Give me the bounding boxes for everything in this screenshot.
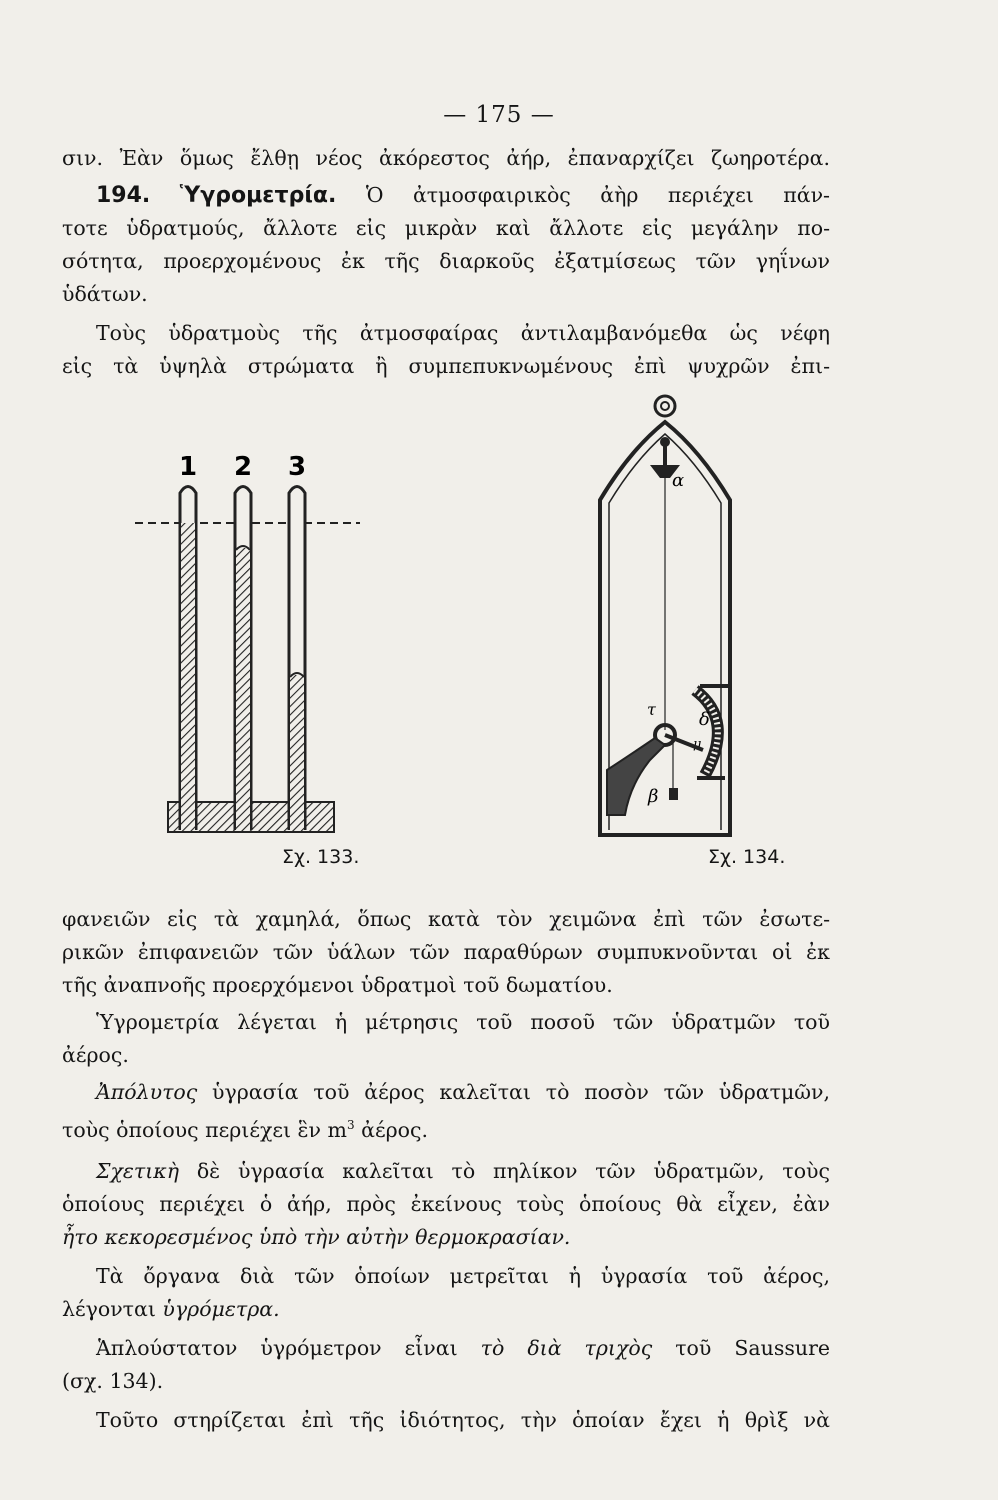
figure-134-hygrometer — [585, 390, 745, 842]
text-line: σιν. Ἐὰν ὅμως ἔλθῃ νέος ἀκόρεστος ἀήρ, ἐπαναρχίζει ζωηροτέρα. — [62, 146, 830, 170]
tension-weight — [669, 788, 678, 800]
section-number: 194. — [96, 183, 151, 208]
label-delta: δ — [699, 709, 710, 730]
label-beta: β — [648, 786, 659, 807]
text-fragment: τοὺς ὁποίους περιέχει ἓν m — [62, 1117, 347, 1142]
text-line: τῆς ἀναπνοῆς προερχόμενοι ὑδρατμοὶ τοῦ δωματίου. — [62, 973, 613, 997]
term-hygrometers: ὑγρόμετρα. — [162, 1296, 280, 1321]
text-fragment: ὑγρασία τοῦ ἀέρος καλεῖται τὸ ποσὸν τῶν ὑδρατμῶν, — [197, 1080, 830, 1104]
text-fragment: δὲ ὑγρασία καλεῖται τὸ πηλίκον τῶν ὑδρατμῶν, τοὺς — [179, 1158, 830, 1183]
tube-1-mercury — [181, 523, 195, 830]
figure-133-caption: Σχ. 133. — [282, 846, 360, 868]
text-line: Ὑγρομετρία λέγεται ἡ μέτρησις τοῦ ποσοῦ τῶν ὑδρατμῶν τοῦ — [96, 1010, 830, 1034]
section-heading-line — [62, 179, 830, 212]
hanging-ring — [655, 396, 675, 416]
text-line: ὁποίους περιέχει ὁ ἀήρ, πρὸς ἐκείνους τοὺς ὁποίους θὰ εἶχεν, ἐὰν — [62, 1191, 830, 1216]
label-mu: μ — [693, 737, 702, 752]
text-line — [62, 1076, 830, 1109]
tube-2-mercury — [236, 548, 250, 830]
text-fragment: τοῦ Saussure — [652, 1335, 830, 1360]
text-line: φανειῶν εἰς τὰ χαμηλά, ὅπως κατὰ τὸν χειμῶνα ἐπὶ τῶν ἐσωτε- — [62, 907, 830, 931]
text-fragment: λέγονται — [62, 1296, 163, 1321]
text-line: ὑδάτων. — [62, 282, 148, 306]
text-fragment: ἀέρος. — [354, 1117, 428, 1142]
dial-scale — [695, 690, 718, 775]
tube-label-1: 1 — [178, 452, 198, 482]
text-line — [62, 1155, 830, 1188]
tube-label-2: 2 — [233, 452, 253, 482]
figure-133-tubes — [130, 450, 370, 840]
tube-3-mercury — [290, 675, 304, 830]
term-absolute: Ἀπόλυτος — [96, 1080, 198, 1104]
section-title: Ὑγρομετρία. — [179, 183, 337, 208]
top-text — [62, 142, 830, 383]
label-tau: τ — [647, 700, 656, 719]
text-line: Τοῦτο στηρίζεται ἐπὶ τῆς ἰδιότητος, τὴν ὁποίαν ἔχει ἡ θρὶξ νὰ — [96, 1407, 830, 1432]
text-line: ρικῶν ἐπιφανειῶν τῶν ὑάλων τῶν παραθύρων συμπυκνοῦνται οἱ ἐκ — [62, 940, 830, 964]
text-line: Τὰ ὄργανα διὰ τῶν ὁποίων μετρεῖται ἡ ὑγρασία τοῦ ἀέρος, — [96, 1263, 830, 1288]
text-fragment: Ἁπλούστατον ὑγρόμετρον εἶναι — [96, 1335, 481, 1360]
page-number: — 175 — — [443, 102, 555, 128]
text-line: Τοὺς ὑδρατμοὺς τῆς ἀτμοσφαίρας ἀντιλαμβανόμεθα ὡς νέφη — [96, 321, 830, 345]
text-line: σότητα, προερχομένους ἐκ τῆς διαρκοῦς ἐξατμίσεως τῶν γηΐνων — [62, 249, 830, 273]
term-relative: Σχετικὴ — [96, 1158, 180, 1183]
tube-label-3: 3 — [287, 452, 307, 482]
text-line: ἦτο κεκορεσμένος ὑπὸ τὴν αὐτὴν θερμοκρασίαν. — [62, 1224, 571, 1249]
text-line — [62, 1109, 830, 1147]
text-line: ἀέρος. — [62, 1043, 129, 1067]
bottom-text — [62, 903, 830, 1437]
term-hair: τὸ διὰ τριχὸς — [480, 1335, 653, 1360]
text-fragment: Ὁ ἀτμοσφαιρικὸς ἀὴρ περιέχει πάν- — [365, 183, 830, 207]
superscript: 3 — [346, 1118, 355, 1132]
text-line: (σχ. 134). — [62, 1368, 164, 1393]
label-alpha: α — [672, 470, 685, 491]
text-line — [62, 1332, 830, 1365]
figure-134-caption: Σχ. 134. — [708, 846, 786, 868]
text-line — [62, 1293, 830, 1326]
text-line: εἰς τὰ ὑψηλὰ στρώματα ἢ συμπεπυκνωμένους ἐπὶ ψυχρῶν ἐπι- — [62, 354, 830, 378]
text-line: τοτε ὑδρατμούς, ἄλλοτε εἰς μικρὰν καὶ ἄλλοτε εἰς μεγάλην πο- — [62, 216, 830, 240]
